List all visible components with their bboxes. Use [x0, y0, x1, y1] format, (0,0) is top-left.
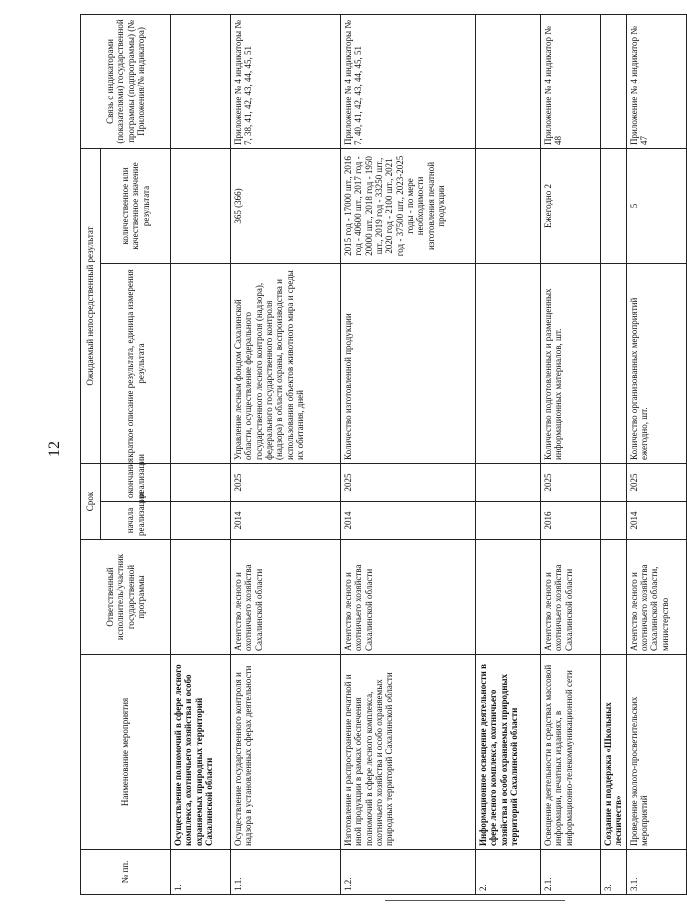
row-link [171, 14, 231, 148]
row-description [171, 263, 231, 463]
table-row [626, 14, 686, 894]
row-quantity: 365 (366) [231, 148, 341, 263]
header-start: начала реализации [101, 502, 171, 540]
table-row [341, 14, 476, 894]
row-end [476, 463, 541, 501]
row-link: Приложение № 4 индикаторы № 7, 40, 41, 42, 43, 44, 45, 51 [341, 14, 476, 148]
table-row [171, 14, 231, 894]
row-description [476, 263, 541, 463]
header-end: окончания реализации [101, 463, 171, 501]
header-quantity: количественное или качественное значение результата [101, 148, 171, 263]
row-responsible [476, 540, 541, 655]
row-quantity: Ежегодно 2 [541, 148, 601, 263]
row-start [601, 502, 627, 540]
table-row [601, 14, 627, 894]
row-responsible [601, 540, 627, 655]
row-end [171, 463, 231, 501]
row-number: 2. [476, 850, 541, 895]
header-short-desc: краткое описание результата, единица измерения результата [101, 263, 171, 463]
row-quantity [171, 148, 231, 263]
rotated-table-container [80, 15, 670, 895]
table-row [476, 14, 541, 894]
row-link: Приложение № 4 индикаторы № 7, 38, 41, 42, 43, 44, 45, 51 [231, 14, 341, 148]
row-end: 2025 [626, 463, 686, 501]
row-name: Освещение деятельности в средствах массовой информации, печатных изданиях, в информационно-телекоммуникационной сети [541, 655, 601, 850]
row-number: 3. [601, 850, 627, 895]
row-end: 2025 [541, 463, 601, 501]
row-quantity [601, 148, 627, 263]
measures-table [80, 14, 687, 895]
row-name: Информационное освещение деятельности в сфере лесного комплекса, охотничьего хозяйства и особо охраняемых природных территорий Сахалинской области [476, 655, 541, 850]
row-end: 2025 [341, 463, 476, 501]
header-expected: Ожидаемый непосредственный результат [81, 148, 101, 463]
row-name: Осуществление государственного контроля и надзора в установленных сферах деятельности [231, 655, 341, 850]
row-link: Приложение № 4 индикатор № 48 [541, 14, 601, 148]
row-start: 2014 [341, 502, 476, 540]
row-name: Проведение эколого-просветительских мероприятий [626, 655, 686, 850]
row-number: 2.1. [541, 850, 601, 895]
row-responsible [171, 540, 231, 655]
row-description: Количество изготовленной продукции [341, 263, 476, 463]
row-link [476, 14, 541, 148]
row-name: Осуществление полномочий в сфере лесного комплекса, охотничьего хозяйства и особо охраняемых природных территорий Сахалинской области [171, 655, 231, 850]
table-row [231, 14, 341, 894]
row-name: Создание и поддержка «Школьных лесничеств» [601, 655, 627, 850]
row-quantity [476, 148, 541, 263]
row-start [171, 502, 231, 540]
row-link: Приложение № 4 индикатор № 47 [626, 14, 686, 148]
row-number: 3.1. [626, 850, 686, 895]
row-number: 1. [171, 850, 231, 895]
footer-divider [385, 900, 565, 901]
row-responsible: Агентство лесного и охотничьего хозяйства Сахалинской области [541, 540, 601, 655]
row-description: Количество подготовленных и размещенных информационных материалов, шт. [541, 263, 601, 463]
header-name: Наименование мероприятия [81, 655, 171, 850]
page-number: 12 [46, 441, 63, 457]
row-link [601, 14, 627, 148]
row-start: 2016 [541, 502, 601, 540]
row-quantity: 5 [626, 148, 686, 263]
row-start: 2014 [231, 502, 341, 540]
row-responsible: Агентство лесного и охотничьего хозяйства Сахалинской области, министерство [626, 540, 686, 655]
row-end: 2025 [231, 463, 341, 501]
row-responsible: Агентство лесного и охотничьего хозяйства Сахалинской области [231, 540, 341, 655]
row-start [476, 502, 541, 540]
row-number: 1.1. [231, 850, 341, 895]
row-end [601, 463, 627, 501]
header-responsible: Ответственный исполнитель/участник государственной программы [81, 540, 171, 655]
row-name: Изготовление и распространение печатной и иной продукции в рамках обеспечения полномочий в сфере лесного комплекса, охотничьего хозяйства и особо охраняемых природных территорий Сахалинской области [341, 655, 476, 850]
row-start: 2014 [626, 502, 686, 540]
row-description: Количество организованных мероприятий ежегодно, шт. [626, 263, 686, 463]
row-responsible: Агентство лесного и охотничьего хозяйства Сахалинской области [341, 540, 476, 655]
header-term: Срок [81, 463, 101, 539]
table-row [541, 14, 601, 894]
header-link: Связь с индикаторами (показателями) государственной программы (подпрограммы) (№ Приложения/№ индикатора) [81, 14, 171, 148]
table-body [171, 14, 687, 894]
row-number: 1.2. [341, 850, 476, 895]
row-description: Управление лесным фондом Сахалинской области, осуществление федерального государственного лесного контроля (надзора), федерального государственного контроля (надзора) в области охраны, воспроизводства и использования объектов животного мира и среды их обитания, дней [231, 263, 341, 463]
row-description [601, 263, 627, 463]
header-num: № пп. [81, 850, 171, 895]
header-row-1 [81, 14, 101, 894]
row-quantity: 2015 год - 17000 шт., 2016 год - 40600 шт., 2017 год - 20000 шт., 2018 год - 1950 шт., 2019 год - 33250 шт., 2020 год - 2100 шт., 2021 год - 37500 шт., 2023-2025 годы - по мере необходимости изготовления печатной продукции [341, 148, 476, 263]
